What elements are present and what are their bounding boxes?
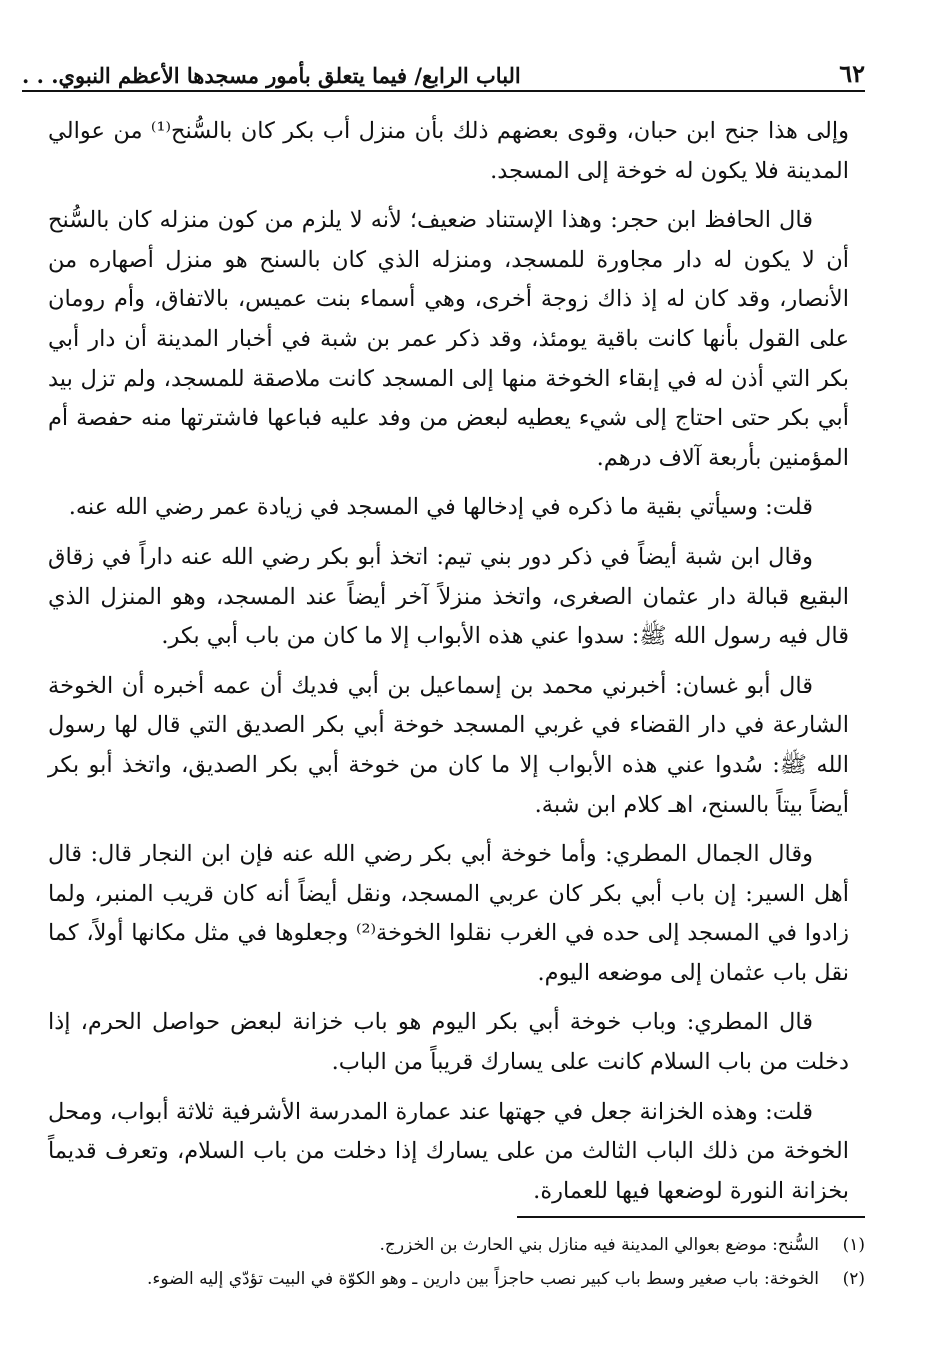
- footnote-divider: [517, 1216, 865, 1218]
- footnote-text: السُّنح: موضع بعوالي المدينة فيه منازل بني الحارث بن الخزرج.: [379, 1235, 819, 1255]
- footnotes: [60, 1228, 865, 1296]
- footnote-number: (٢): [842, 1269, 865, 1289]
- footnote: [60, 1262, 865, 1296]
- main-text: [48, 112, 849, 1221]
- paragraph: قال الحافظ ابن حجر: وهذا الإستناد ضعيف؛ لأنه لا يلزم من كون منزله كان بالسُّنح أن لا يكون له دار مجاورة للمسجد، ومنزله الذي كان بالسنح هو منزل أصهاره من الأنصار، وقد كان له إذ ذاك زوجة أخرى، وهي أسماء بنت عميس، بالاتفاق، وأم رومان على القول بأنها كانت باقية يومئذ، وقد ذكر عمر بن شبة في أخبار المدينة أن دار أبي بكر التي أذن له في إبقاء الخوخة منها إلى المسجد كانت ملاصقة للمسجد، ولم تزل بيد أبي بكر حتى احتاج إلى شيء يعطيه لبعض من وفد عليه فباعها فاشترتها منه حفصة أم المؤمنين بأربعة آلاف درهم.: [48, 207, 849, 471]
- paragraph: قلت: وسيأتي بقية ما ذكره في إدخالها في المسجد في زيادة عمر رضي الله عنه.: [68, 494, 813, 521]
- page-header: [22, 40, 865, 92]
- running-title: الباب الرابع/ فيما يتعلق بأمور مسجدها الأعظم النبوي. . .: [22, 63, 521, 88]
- paragraph: قال المطري: وباب خوخة أبي بكر اليوم هو باب خزانة لبعض حواصل الحرم، إذا دخلت من باب السلام كانت على يسارك قريباً من الباب.: [48, 1009, 849, 1076]
- paragraph: وإلى هذا جنح ابن حبان، وقوى بعضهم ذلك بأن منزل أب بكر كان بالسُّنح⁽¹⁾ من عوالي المدينة فلا يكون له خوخة إلى المسجد.: [48, 118, 850, 184]
- header-divider: [22, 90, 865, 92]
- paragraph: وقال ابن شبة أيضاً في ذكر دور بني تيم: اتخذ أبو بكر رضي الله عنه داراً في زقاق البقيع قبالة دار عثمان الصغرى، واتخذ منزلاً آخر أيضاً عند المسجد، وهو المنزل الذي قال فيه رسول الله ﷺ: سدوا عني هذه الأبواب إلا ما كان من باب أبي بكر.: [48, 543, 849, 650]
- paragraph: قلت: وهذه الخزانة جعل في جهتها عند عمارة المدرسة الأشرفية ثلاثة أبواب، ومحل الخوخة من ذلك الباب الثالث من على يسارك إذا دخلت من باب السلام، وتعرف قديماً بخزانة النورة لوضعها فيها للعمارة.: [48, 1098, 849, 1204]
- footnote: [60, 1228, 865, 1262]
- paragraph: وقال الجمال المطري: وأما خوخة أبي بكر رضي الله عنه فإن ابن النجار قال: قال أهل السير: إن باب أبي بكر كان عربي المسجد، ونقل أيضاً أنه كان قريب المنبر، ولما زادوا في المسجد إلى حده في الغرب نقلوا الخوخة⁽²⁾ وجعلوها في مثل مكانها أولاً، كما نقل باب عثمان إلى موضعه اليوم.: [48, 841, 849, 986]
- footnote-text: الخوخة: باب صغير وسط باب كبير نصب حاجزاً بين دارين ـ وهو الكوّة في البيت تؤدّي إليه الضوء.: [146, 1269, 819, 1289]
- page-number: ٦٢: [839, 59, 865, 88]
- paragraph: قال أبو غسان: أخبرني محمد بن إسماعيل بن أبي فديك أن عمه أخبره أن الخوخة الشارعة في دار القضاء في غربي المسجد خوخة أبي بكر الصديق التي قال لها رسول الله ﷺ: سُدوا عني هذه الأبواب إلا ما كان من خوخة أبي بكر الصديق، واتخذ أبو بكر أيضاً بيتاً بالسنح، اهـ كلام ابن شبة.: [48, 672, 849, 818]
- footnote-number: (١): [842, 1235, 865, 1255]
